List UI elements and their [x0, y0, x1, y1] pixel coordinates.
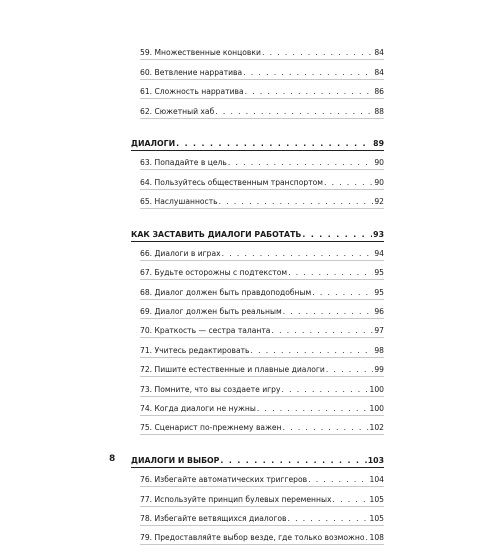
toc-page-number: 104 [369, 475, 384, 485]
toc-entry [140, 41, 384, 60]
toc-section-title: КАК ЗАСТАВИТЬ ДИАЛОГИ РАБОТАТЬ [131, 229, 302, 239]
toc-entry-title: 71. Учитесь редактировать [140, 345, 250, 355]
toc-entry [140, 190, 384, 209]
toc-leader-dots [332, 495, 368, 504]
toc-entry [140, 377, 384, 396]
toc-page-number: 90 [374, 158, 384, 168]
toc-entry-title: 73. Помните, что вы создаете игру [140, 384, 281, 394]
toc-entry [140, 507, 384, 526]
toc-leader-dots [257, 404, 369, 413]
toc-entry [140, 80, 384, 99]
toc-entry [140, 60, 384, 79]
toc-leader-dots [176, 139, 372, 148]
toc-entry [140, 358, 384, 377]
toc-page-number: 99 [374, 365, 384, 375]
toc-entry [140, 300, 384, 319]
toc-entry [140, 280, 384, 299]
toc-entry-title: 63. Попадайте в цель [140, 158, 227, 168]
toc-entry [140, 397, 384, 416]
toc-page-number: 89 [373, 138, 384, 148]
toc-entry-title: 76. Избегайте автоматических триггеров [140, 475, 308, 485]
toc-entry-title: 70. Краткость — сестра таланта [140, 326, 271, 336]
toc-page-number: 102 [369, 423, 384, 433]
toc-entry-title: 59. Множественные концовки [140, 48, 261, 58]
toc-leader-dots [308, 475, 368, 484]
toc-leader-dots [324, 178, 373, 187]
toc-entry-title: 79. Предоставляйте выбор везде, где только возможно [140, 533, 365, 543]
toc-entry [140, 487, 384, 506]
toc-page-number: 84 [374, 67, 384, 77]
toc-page-number: 105 [369, 494, 384, 504]
toc-page-number: 90 [374, 177, 384, 187]
toc-leader-dots [228, 158, 373, 167]
toc-entry [140, 170, 384, 189]
toc-page-number: 92 [374, 197, 384, 207]
toc-leader-dots [283, 307, 374, 316]
toc-leader-dots [271, 326, 373, 335]
toc-leader-dots [281, 385, 368, 394]
toc-entry [140, 242, 384, 261]
toc-entry-title: 69. Диалог должен быть реальным [140, 307, 282, 317]
toc-entry [140, 416, 384, 435]
toc-entry [140, 151, 384, 170]
toc-entry-title: 64. Пользуйтесь общественным транспортом [140, 177, 324, 187]
toc-entry-title: 67. Будьте осторожны с подтекстом [140, 268, 288, 278]
toc-section [131, 132, 384, 151]
toc-entry-title: 65. Наслушанность [140, 197, 218, 207]
toc-entry-title: 68. Диалог должен быть правдоподобным [140, 287, 312, 297]
toc-section-title: ДИАЛОГИ [131, 138, 176, 148]
toc-entry-title: 72. Пишите естественные и плавные диалоги [140, 365, 325, 375]
toc-page-number: 88 [374, 106, 384, 116]
toc-page-number: 108 [369, 533, 384, 543]
toc-leader-dots [220, 456, 366, 465]
toc-leader-dots [245, 87, 374, 96]
toc-entry-title: 78. Избегайте ветвящихся диалогов [140, 513, 287, 523]
toc-page-number: 96 [374, 307, 384, 317]
toc-page-number: 86 [374, 87, 384, 97]
toc-entry [140, 319, 384, 338]
toc-page-number: 97 [374, 326, 384, 336]
toc-section [131, 448, 384, 467]
toc-leader-dots [288, 268, 373, 277]
toc-page-number: 105 [369, 513, 384, 523]
toc-section [131, 222, 384, 241]
toc-leader-dots [251, 346, 374, 355]
toc-entry-title: 74. Когда диалоги не нужны [140, 404, 256, 414]
toc-leader-dots [283, 423, 369, 432]
toc-leader-dots [287, 514, 368, 523]
toc-section-title: ДИАЛОГИ И ВЫБОР [131, 455, 220, 465]
toc-entry [140, 526, 384, 545]
toc-leader-dots [243, 68, 373, 77]
toc-leader-dots [215, 107, 373, 116]
toc-entry [140, 99, 384, 118]
toc-leader-dots [366, 533, 369, 542]
toc-leader-dots [262, 48, 373, 57]
toc-leader-dots [219, 197, 374, 206]
toc-page-number: 93 [373, 229, 384, 239]
toc-entry-title: 66. Диалоги в играх [140, 248, 221, 258]
toc-entry [140, 468, 384, 487]
toc-page-number: 95 [374, 287, 384, 297]
toc-page-number: 94 [374, 248, 384, 258]
toc-page-number: 84 [374, 48, 384, 58]
toc-leader-dots [302, 230, 372, 239]
toc-page-number: 100 [369, 404, 384, 414]
toc-entry-title: 61. Сложность нарратива [140, 87, 244, 97]
toc-entry-title: 75. Сценарист по-прежнему важен [140, 423, 282, 433]
toc-entry [140, 261, 384, 280]
page-number: 8 [109, 454, 116, 464]
table-of-contents [131, 41, 384, 545]
toc-entry [140, 338, 384, 357]
toc-leader-dots [222, 249, 374, 258]
toc-page-number: 100 [369, 384, 384, 394]
toc-page-number: 95 [374, 268, 384, 278]
toc-entry-title: 62. Сюжетный хаб [140, 106, 215, 116]
toc-leader-dots [326, 365, 373, 374]
toc-page-number: 98 [374, 345, 384, 355]
toc-entry-title: 77. Используйте принцип булевых переменных [140, 494, 332, 504]
toc-entry-title: 60. Ветвление нарратива [140, 67, 243, 77]
toc-page-number: 103 [367, 455, 384, 465]
toc-leader-dots [312, 288, 373, 297]
